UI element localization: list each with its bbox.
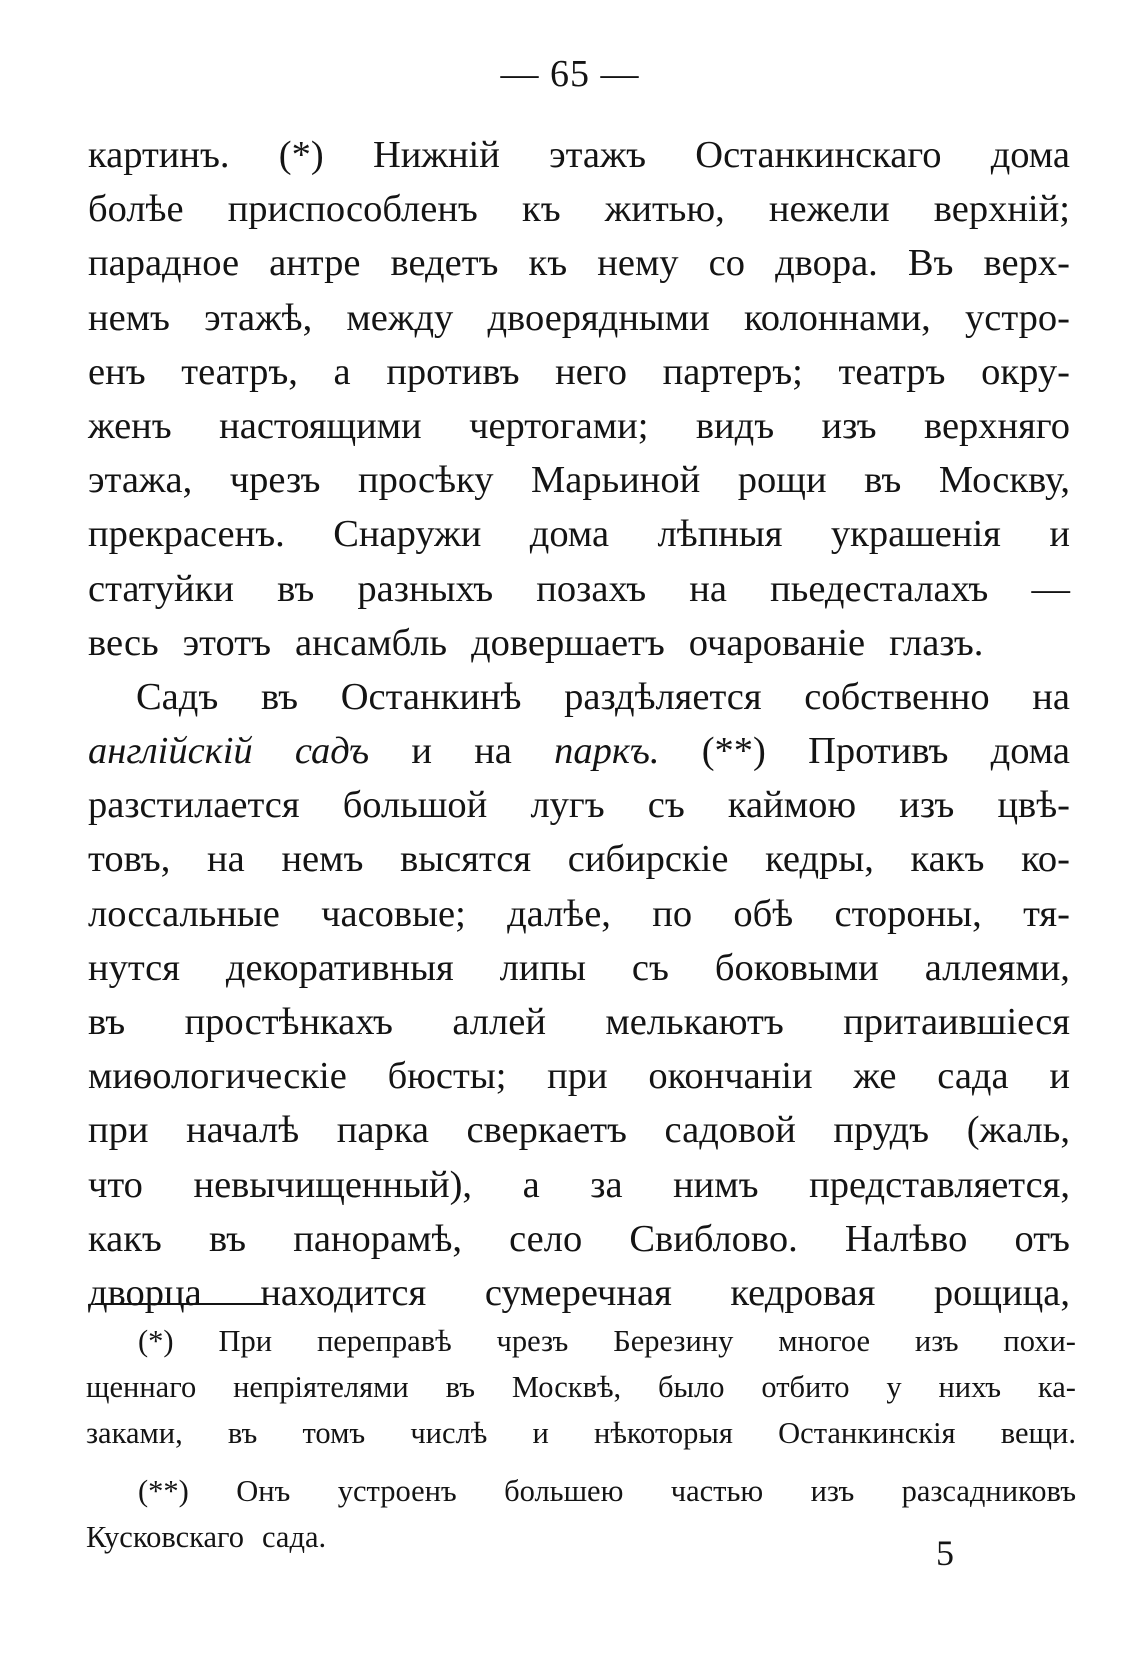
word: дома xyxy=(529,513,610,556)
word: какъ xyxy=(910,838,985,881)
word: глазъ. xyxy=(889,621,984,664)
word: въ xyxy=(88,1001,126,1043)
word: отбито xyxy=(761,1370,850,1404)
word: (жаль, xyxy=(966,1109,1070,1152)
word: Кусковскаго xyxy=(86,1520,245,1554)
word: Останкинѣ xyxy=(340,675,522,718)
word: противъ xyxy=(386,350,520,393)
word: верхняго xyxy=(924,404,1070,447)
word: болѣе xyxy=(88,188,184,231)
word: лѣпныя xyxy=(657,513,783,556)
word: часовые; xyxy=(321,892,466,935)
word: въ xyxy=(208,1217,247,1260)
word: весь xyxy=(88,621,159,664)
word: что xyxy=(88,1163,143,1206)
word: къ xyxy=(522,188,561,231)
word: аллей xyxy=(452,1001,546,1043)
word: числѣ xyxy=(410,1416,488,1450)
word: а xyxy=(333,350,351,393)
word: на xyxy=(207,838,245,881)
word: собственно xyxy=(804,675,990,718)
word: житью, xyxy=(604,188,725,231)
text-line xyxy=(88,182,1070,236)
word: представляется, xyxy=(809,1163,1070,1206)
word: Березину xyxy=(613,1324,734,1358)
word: между xyxy=(346,296,454,339)
word: Марьиной xyxy=(531,459,701,502)
word: окру- xyxy=(981,350,1070,393)
word: лугъ xyxy=(530,784,605,827)
word: заками, xyxy=(86,1416,183,1450)
footnote-line xyxy=(86,1410,1076,1456)
word: и xyxy=(532,1416,549,1450)
word: театръ xyxy=(838,350,946,393)
word: парка xyxy=(336,1109,429,1152)
word: этотъ xyxy=(182,621,271,664)
word: лоссальные xyxy=(88,892,280,935)
word: въ xyxy=(864,459,902,502)
word: нему xyxy=(597,242,679,285)
word: прекрасенъ. xyxy=(88,513,285,556)
word: и xyxy=(1049,513,1070,556)
word: устроенъ xyxy=(337,1474,457,1508)
word: было xyxy=(658,1370,725,1404)
word: чертогами; xyxy=(469,404,649,447)
word: женъ xyxy=(88,404,172,447)
word: немъ xyxy=(281,838,364,881)
word: разстилается xyxy=(88,784,300,827)
text-line xyxy=(88,345,1070,399)
word: сверкаетъ xyxy=(466,1109,627,1152)
word: кедровая xyxy=(730,1271,876,1314)
word: находится xyxy=(260,1271,427,1314)
word: Останкинскія xyxy=(778,1416,956,1450)
footnotes xyxy=(86,1318,1076,1560)
word: со xyxy=(708,242,745,285)
word: настоящими xyxy=(219,404,422,447)
word: нежели xyxy=(768,188,890,231)
word: непріятелями xyxy=(233,1370,409,1404)
word: украшенія xyxy=(830,513,1001,556)
signature-mark: 5 xyxy=(936,1533,954,1573)
word: изъ xyxy=(899,784,955,827)
word: сада. xyxy=(262,1520,327,1554)
word: рощи xyxy=(737,459,827,502)
word: къ xyxy=(528,242,568,285)
word: дворца xyxy=(88,1271,202,1314)
word: Онъ xyxy=(236,1474,291,1508)
word: (**) xyxy=(138,1474,189,1508)
word: енъ xyxy=(88,350,146,393)
word: чрезъ xyxy=(229,459,321,502)
word: притаившіеся xyxy=(843,1001,1070,1043)
text-line xyxy=(88,1158,1070,1212)
word: верхній; xyxy=(933,188,1070,231)
word: просѣку xyxy=(358,459,494,502)
text-line xyxy=(88,1049,1070,1103)
footnote-line xyxy=(86,1514,1076,1560)
word: окончаніи xyxy=(648,1055,813,1098)
word: мелькаютъ xyxy=(605,1001,784,1043)
text-line xyxy=(88,1103,1070,1157)
word: (*) xyxy=(278,134,324,176)
word: томъ xyxy=(302,1416,366,1450)
word: вещи. xyxy=(1000,1416,1076,1450)
word: верх- xyxy=(983,242,1070,285)
word: Противъ xyxy=(808,730,949,773)
word: ансамбль xyxy=(294,621,448,664)
word: село xyxy=(509,1217,583,1260)
word: разсадниковъ xyxy=(901,1474,1076,1508)
page-number: — 65 — xyxy=(500,53,640,95)
word: колоннами, xyxy=(743,296,931,339)
word: двора. xyxy=(775,242,878,285)
word: нѣкоторыя xyxy=(594,1416,733,1450)
word: антре xyxy=(269,242,361,285)
main-text xyxy=(88,128,1070,1320)
text-line xyxy=(88,507,1070,561)
word: переправѣ xyxy=(316,1324,452,1358)
word: англійскій xyxy=(88,730,253,773)
word: Останкинскаго xyxy=(695,134,942,176)
word: Нижній xyxy=(372,134,500,176)
text-line xyxy=(88,616,1070,670)
word: у xyxy=(886,1370,902,1404)
word: въ xyxy=(277,567,315,610)
word: панорамѣ, xyxy=(293,1217,462,1260)
word: ка- xyxy=(1037,1370,1076,1404)
word: сумеречная xyxy=(484,1271,672,1314)
word: Москвѣ, xyxy=(511,1370,622,1404)
word: на xyxy=(474,730,512,773)
word: (*) xyxy=(138,1324,174,1358)
word: сибирскіе xyxy=(567,838,729,881)
word: большой xyxy=(342,784,488,827)
word: боковыми xyxy=(714,946,879,989)
word: при xyxy=(88,1109,149,1152)
word: Снаружи xyxy=(333,513,482,556)
word: него xyxy=(555,350,627,393)
word: Налѣво xyxy=(844,1217,968,1260)
word: очарованіе xyxy=(688,621,866,664)
word: липы xyxy=(499,946,586,989)
word: двоерядными xyxy=(487,296,710,339)
text-line xyxy=(88,1266,1070,1320)
word: стороны, xyxy=(834,892,982,935)
word: по xyxy=(652,892,693,935)
word: началѣ xyxy=(186,1109,300,1152)
word: многое xyxy=(778,1324,871,1358)
text-line xyxy=(88,887,1070,941)
word: аллеями, xyxy=(924,946,1070,989)
word: на xyxy=(1032,675,1070,718)
word: приспособленъ xyxy=(227,188,478,231)
word: изъ xyxy=(821,404,877,447)
word: далѣе, xyxy=(507,892,611,935)
text-line xyxy=(88,291,1070,345)
word: невычищенный), xyxy=(193,1163,473,1206)
word: и xyxy=(411,730,432,773)
text-line xyxy=(88,778,1070,832)
word: довершаетъ xyxy=(471,621,665,664)
word: этажѣ, xyxy=(204,296,313,339)
word: разныхъ xyxy=(357,567,494,610)
word: и xyxy=(1049,1055,1070,1098)
word: за xyxy=(590,1163,623,1206)
word: щеннаго xyxy=(86,1370,197,1404)
word: кедры, xyxy=(765,838,874,881)
word: на xyxy=(689,567,727,610)
word: въ xyxy=(227,1416,258,1450)
word: частью xyxy=(670,1474,764,1508)
footnote-line xyxy=(86,1364,1076,1410)
word: дома xyxy=(990,134,1070,176)
word: рощица, xyxy=(933,1271,1070,1314)
word: театръ, xyxy=(181,350,298,393)
text-line xyxy=(88,128,1070,182)
text-line xyxy=(88,832,1070,886)
word: Свиблово. xyxy=(629,1217,798,1260)
word: сада xyxy=(937,1055,1009,1098)
word: устро- xyxy=(964,296,1070,339)
word: партеръ; xyxy=(662,350,803,393)
word: въ xyxy=(260,675,299,718)
word: этажъ xyxy=(549,134,647,176)
word: немъ xyxy=(88,296,170,339)
word: каймою xyxy=(727,784,857,827)
word: парадное xyxy=(88,242,240,285)
text-line xyxy=(88,941,1070,995)
word: похи- xyxy=(1003,1324,1076,1358)
word: пьедесталахъ xyxy=(770,567,989,610)
word: Садъ xyxy=(136,675,219,718)
word: ведетъ xyxy=(390,242,499,285)
word: садъ xyxy=(294,730,370,773)
word: ко- xyxy=(1021,838,1070,881)
word: съ xyxy=(631,946,669,989)
word: паркъ. xyxy=(554,730,660,773)
text-line xyxy=(88,453,1070,507)
word: Въ xyxy=(907,242,954,285)
word: прудъ xyxy=(833,1109,930,1152)
word: цвѣ- xyxy=(997,784,1070,827)
text-line xyxy=(88,1212,1070,1266)
text-line xyxy=(88,236,1070,290)
word: а xyxy=(522,1163,540,1206)
word: нихъ xyxy=(938,1370,1001,1404)
text-line xyxy=(88,399,1070,453)
word: — xyxy=(1031,567,1070,610)
word: обѣ xyxy=(733,892,794,935)
word: (**) xyxy=(701,730,766,773)
word: позахъ xyxy=(536,567,647,610)
word: чрезъ xyxy=(496,1324,569,1358)
word: большею xyxy=(504,1474,624,1508)
word: тя- xyxy=(1023,892,1070,935)
paragraph-start-line xyxy=(88,670,1070,724)
word: садовой xyxy=(664,1109,796,1152)
word: нутся xyxy=(88,946,180,989)
word: же xyxy=(853,1055,897,1098)
word: простѣнкахъ xyxy=(184,1001,393,1043)
word: изъ xyxy=(810,1474,855,1508)
word: миѳологическіе xyxy=(88,1055,347,1098)
footnote-line xyxy=(86,1318,1076,1364)
text-line xyxy=(88,724,1070,778)
text-line xyxy=(88,995,1070,1049)
word: нимъ xyxy=(673,1163,759,1206)
word: картинъ. xyxy=(88,134,230,176)
word: декоративныя xyxy=(225,946,454,989)
word: отъ xyxy=(1014,1217,1070,1260)
word: видъ xyxy=(695,404,775,447)
word: въ xyxy=(445,1370,476,1404)
footnote-line xyxy=(86,1468,1076,1514)
word: Москву, xyxy=(938,459,1070,502)
word: изъ xyxy=(914,1324,959,1358)
text-line xyxy=(88,562,1070,616)
word: съ xyxy=(647,784,685,827)
word: какъ xyxy=(88,1217,162,1260)
word: товъ, xyxy=(88,838,171,881)
word: высятся xyxy=(400,838,532,881)
word: бюсты; xyxy=(387,1055,507,1098)
word: При xyxy=(218,1324,273,1358)
word: раздѣляется xyxy=(564,675,762,718)
word: статуйки xyxy=(88,567,234,610)
word: этажа, xyxy=(88,459,193,502)
word: при xyxy=(547,1055,608,1098)
footnote-separator xyxy=(95,1303,267,1305)
word: дома xyxy=(990,730,1070,773)
